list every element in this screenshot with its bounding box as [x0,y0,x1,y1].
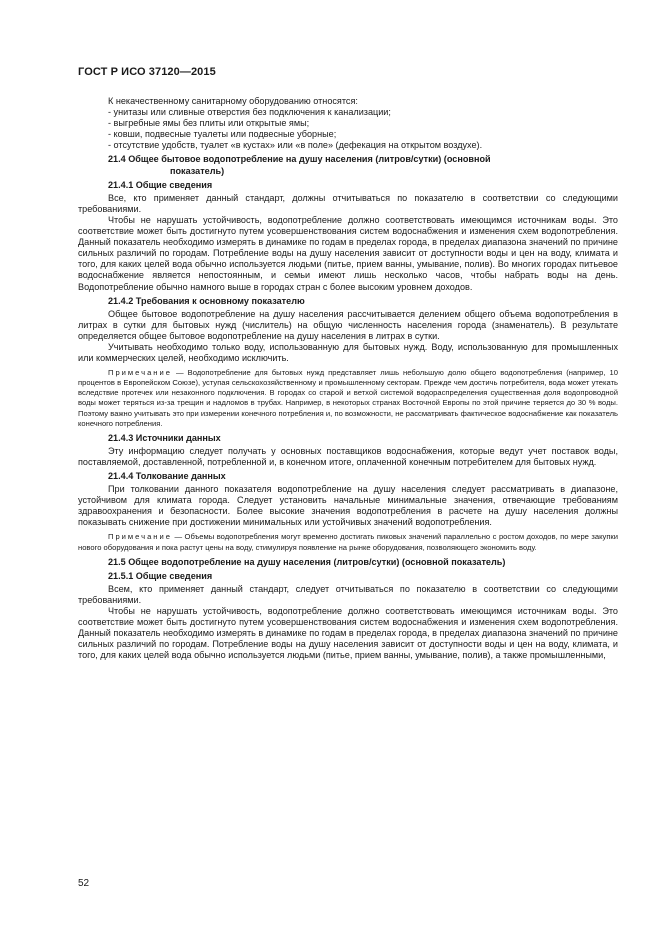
section-21-4-3-para-1: Эту информацию следует получать у основных поставщиков водоснабжения, которые ведут учет поставок воды, поставляемой, доставленной, потребленной и, в конечном итоге, оплаченной конечным потребителем для бытовых нужд. [78,445,618,467]
note-2 [78,532,618,552]
note-1 [78,368,618,429]
section-21-5-title: 21.5 Общее водопотребление на душу населения (литров/сутки) (основной показатель) [108,556,506,567]
section-21-4-4-para-1: При толковании данного показателя водопотребление на душу населения следует рассматривать в диапазоне, устойчивом для климата города. Следует установить начальные минимальные значения, отвечающие требованиям здравоохранения и безопасности. Более высокие значения водопотребления в расчете на душу населения должны показывать снижение при достижении минимальных или устойчивых значений водопотребления. [78,484,618,528]
document-header: ГОСТ Р ИСО 37120—2015 [78,66,216,78]
section-21-4-title-line1: 21.4 Общее бытовое водопотребление на душу населения (литров/сутки) (основной [108,154,491,165]
section-21-5-1-para-2: Чтобы не нарушать устойчивость, водопотребление должно соответствовать имеющимся источникам воды. Это соответствие может быть достигнуто путем усовершенствования систем водоснабжения и изменения схем водопотребления. Данный показатель необходимо измерять в динамике по годам в пределах города, в пределах диапазона значений по причине сильных различий по городам. Потребление воды на душу населения зависит от доступности воды и цен на воду, климата, и того, для каких целей вода обычно используется людьми (питье, прием ванны, умывание, полив), а также промышленными, [78,606,618,661]
section-21-4-1-para-1: Все, кто применяет данный стандарт, должны отчитываться по показателю в соответствии со следующими требованиями. [78,192,618,214]
document-body [78,96,618,662]
page-number: 52 [78,878,90,889]
note-2-text: — Объемы водопотребления могут временно достигать пиковых значений параллельно с ростом доходов, по мере закупки нового оборудования и пока растут цены на воду, стимулируя появление на рынке оборудования, позволяющего экономить воду. [78,532,618,552]
note-1-text: — Водопотребление для бытовых нужд представляет лишь небольшую долю общего водопотребления (например, 10 процентов в Европейском Союзе), уступая сельскохозяйственному и промышленному секторам. Прежде чем достичь потребителя, вода может утекать вследствие протечек или незаконного подключения. В городах со старой и ветхой системой водораспределения существенная доля водопроводной воды может теряться из-за трещин и надломов в трубах. Например, в некоторых странах Восточной Европы по этой причине теряется до 30 % воды. Поэтому важно учитывать это при измерении конечного потребления и, по возможности, не рассматривать фактическое водоснабжение как показатель конечного потребления. [78,368,618,428]
section-21-5-1-title: 21.5.1 Общие сведения [108,570,213,581]
section-21-4-2-para-1: Общее бытовое водопотребление на душу населения рассчитывается делением общего объема водопотребления в литрах в сутки для бытовых нужд (числитель) на общую численность населения города (знаменатель). В результате определяется общее бытовое водопотребление на душу населения в литрах в сутки. [78,308,618,341]
section-21-4-1-title: 21.4.1 Общие сведения [108,179,213,190]
section-21-4-3-title: 21.4.3 Источники данных [108,432,221,443]
note-1-label: Примечание [108,368,172,378]
intro-item-2: - выгребные ямы без плиты или открытые ямы; [108,118,310,129]
intro-item-3: - ковши, подвесные туалеты или подвесные уборные; [108,129,337,140]
section-21-5-1-para-1: Всем, кто применяет данный стандарт, следует отчитываться по показателю в соответствии со следующими требованиями. [78,583,618,605]
note-2-label: Примечание [108,532,172,542]
intro-lead: К некачественному санитарному оборудованию относятся: [108,96,358,106]
section-21-4-2-para-2: Учитывать необходимо только воду, использованную для бытовых нужд. Воду, использованную для промышленных или коммерческих целей, необходимо исключить. [78,341,618,364]
section-21-4-4-title: 21.4.4 Толкование данных [108,471,226,481]
section-21-4-title [78,154,618,176]
section-21-4-2-title: 21.4.2 Требования к основному показателю [108,295,305,306]
intro-item-4: - отсутствие удобств, туалет «в кустах» или «в поле» (дефекация на открытом воздухе). [108,140,483,151]
section-21-4-1-para-2: Чтобы не нарушать устойчивость, водопотребление должно соответствовать имеющимся источникам воды. Это соответствие может быть достигнуто путем усовершенствования систем водоснабжения и изменения схем водопотребления. Данный показатель необходимо измерять в динамике по годам в пределах города, в пределах диапазона значений по причине сильных различий по городам. Потребление воды на душу населения зависит от доступности воды и цен на воду, климата и того, для каких целей вода обычно используется людьми (питье, прием ванны, умывание, полив). Во многих городах питьевое водоснабжение является непостоянным, и семьи имеют лишь несколько часов, чтобы набрать воды на день. Водопотребление обычно намного выше в городах стран с более высоким уровнем доходов. [78,214,618,292]
intro-item-1: - унитазы или сливные отверстия без подключения к канализации; [108,107,391,118]
section-21-4-title-line2: показатель) [170,165,225,176]
